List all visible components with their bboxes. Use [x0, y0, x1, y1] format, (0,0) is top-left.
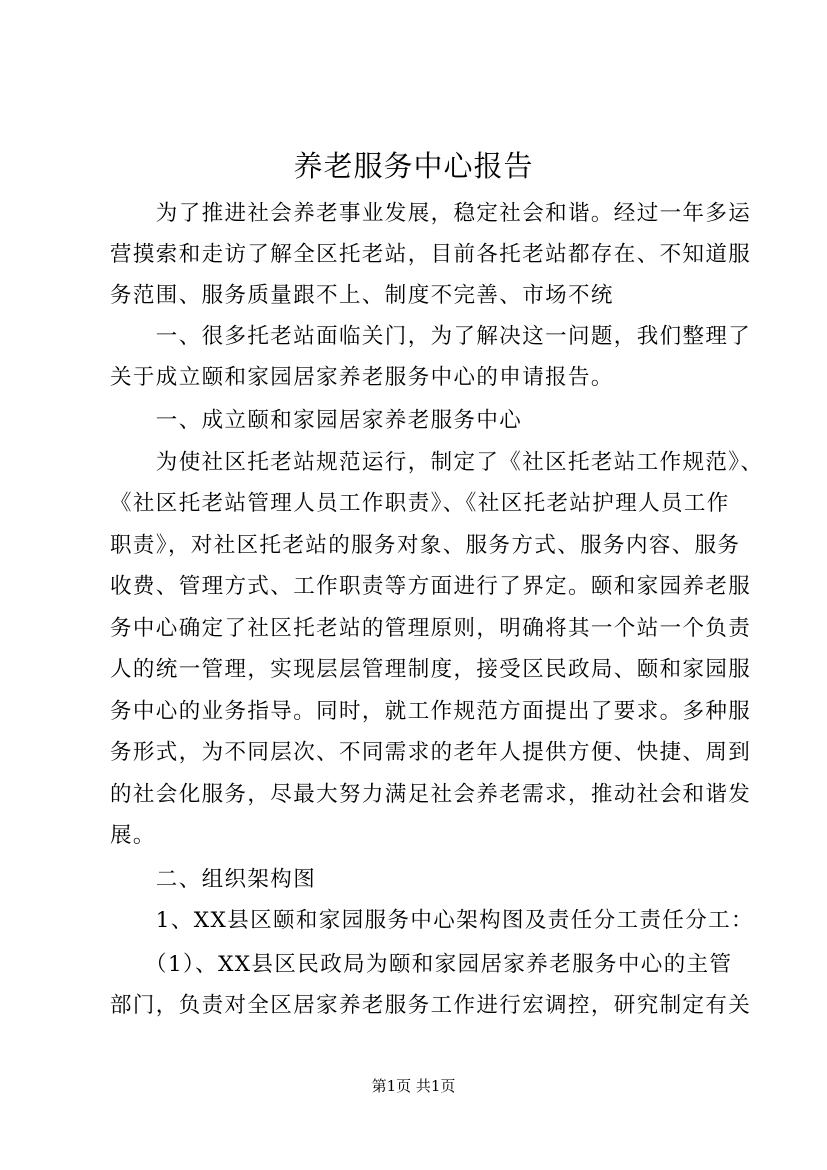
page-number-footer: 第1页 共1页: [371, 1077, 456, 1095]
body-line: 务形式，为不同层次、不同需求的老年人提供方便、快捷、周到: [110, 740, 752, 765]
body-line: 务中心确定了社区托老站的管理原则，明确将其一个站一个负责: [110, 616, 752, 641]
body-line: 部门，负责对全区居家养老服务工作进行宏调控，研究制定有关: [110, 993, 752, 1018]
body-line: 《社区托老站管理人员工作职责》、《社区托老站护理人员工作: [110, 491, 730, 516]
body-line: 职责》，对社区托老站的服务对象、服务方式、服务内容、服务: [110, 533, 741, 558]
body-line: 展。: [110, 823, 156, 848]
body-line: （1）、XX县区民政局为颐和家园居家养老服务中心的主管: [110, 952, 733, 977]
body-line: 为使社区托老站规范运行，制定了《社区托老站工作规范》、: [110, 450, 764, 475]
section-heading: 二、组织架构图: [110, 867, 317, 892]
body-line: 为了推进社会养老事业发展，稳定社会和谐。经过一年多运: [110, 201, 752, 226]
body-line: 收费、管理方式、工作职责等方面进行了界定。颐和家园养老服: [110, 574, 752, 599]
body-line: 的社会化服务，尽最大努力满足社会养老需求，推动社会和谐发: [110, 782, 752, 807]
section-heading: 一、成立颐和家园居家养老服务中心: [110, 408, 523, 433]
body-line: 人的统一管理，实现层层管理制度，接受区民政局、颐和家园服: [110, 657, 752, 682]
body-line: 务范围、服务质量跟不上、制度不完善、市场不统: [110, 283, 614, 308]
body-line: 务中心的业务指导。同时，就工作规范方面提出了要求。多种服: [110, 699, 752, 724]
body-line: 一、很多托老站面临关门，为了解决这一问题，我们整理了: [110, 324, 752, 349]
document-title: 养老服务中心报告: [293, 149, 534, 183]
body-line: 关于成立颐和家园居家养老服务中心的申请报告。: [110, 365, 614, 390]
body-line: 营摸索和走访了解全区托老站，目前各托老站都存在、不知道服: [110, 242, 752, 267]
body-line: 1、XX县区颐和家园服务中心架构图及责任分工责任分工：: [110, 908, 754, 933]
